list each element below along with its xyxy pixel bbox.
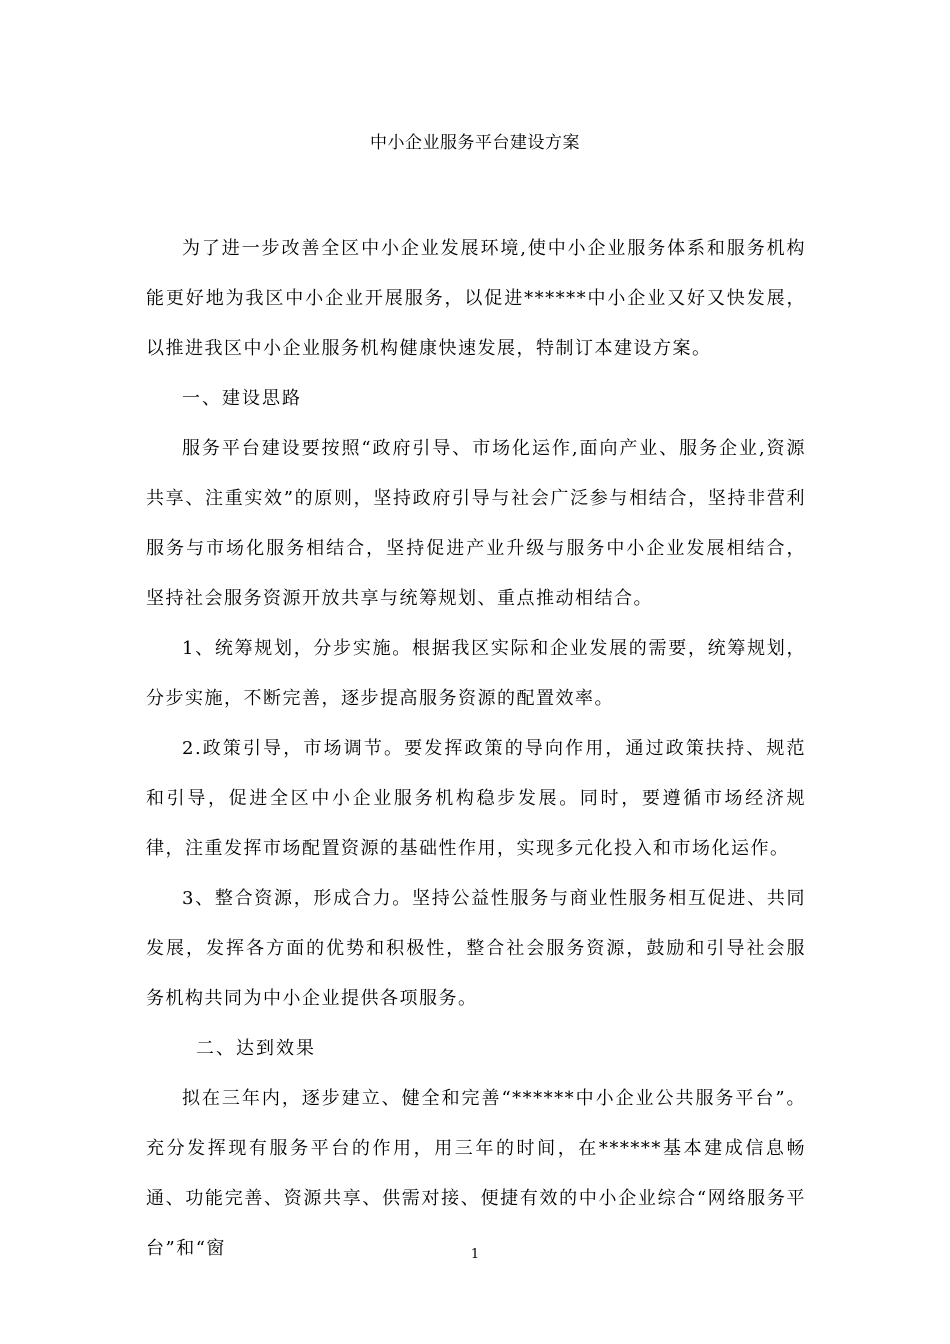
document-title: 中小企业服务平台建设方案 xyxy=(370,133,580,153)
paragraph-goals: 拟在三年内，逐步建立、健全和完善“******中小企业公共服务平台”。充分发挥现有服务平台的作用，用三年的时间，在******基本建成信息畅通、功能完善、资源共享、供需对接、便捷有效的中小企业综合“网络服务平台”和“窗 xyxy=(146,1088,806,1259)
paragraph-item-3: 3、整合资源，形成合力。坚持公益性服务与商业性服务相互促进、共同发展，发挥各方面的优势和积极性，整合社会服务资源，鼓励和引导社会服务机构共同为中小企业提供各项服务。 xyxy=(146,888,806,1009)
paragraph-item-1: 1、统筹规划，分步实施。根据我区实际和企业发展的需要，统筹规划，分步实施，不断完善，逐步提高服务资源的配置效率。 xyxy=(146,638,806,709)
section-heading-1: 一、建设思路 xyxy=(182,388,302,409)
page-number: 1 xyxy=(470,1247,480,1262)
paragraph-intro: 为了进一步改善全区中小企业发展环境,使中小企业服务体系和服务机构能更好地为我区中小企业开展服务，以促进******中小企业又好又快发展，以推进我区中小企业服务机构健康快速发展，特制订本建设方案。 xyxy=(146,238,806,359)
paragraph-item-2: 2.政策引导，市场调节。要发挥政策的导向作用，通过政策扶持、规范和引导，促进全区中小企业服务机构稳步发展。同时，要遵循市场经济规律，注重发挥市场配置资源的基础性作用，实现多元化投入和市场化运作。 xyxy=(146,738,806,859)
paragraph-principles: 服务平台建设要按照“政府引导、市场化运作,面向产业、服务企业,资源共享、注重实效”的原则，坚持政府引导与社会广泛参与相结合，坚持非营利服务与市场化服务相结合，坚持促进产业升级与服务中小企业发展相结合，坚持社会服务资源开放共享与统筹规划、重点推动相结合。 xyxy=(146,438,806,609)
document-body xyxy=(146,224,806,1274)
section-heading-2: 二、达到效果 xyxy=(196,1038,316,1059)
